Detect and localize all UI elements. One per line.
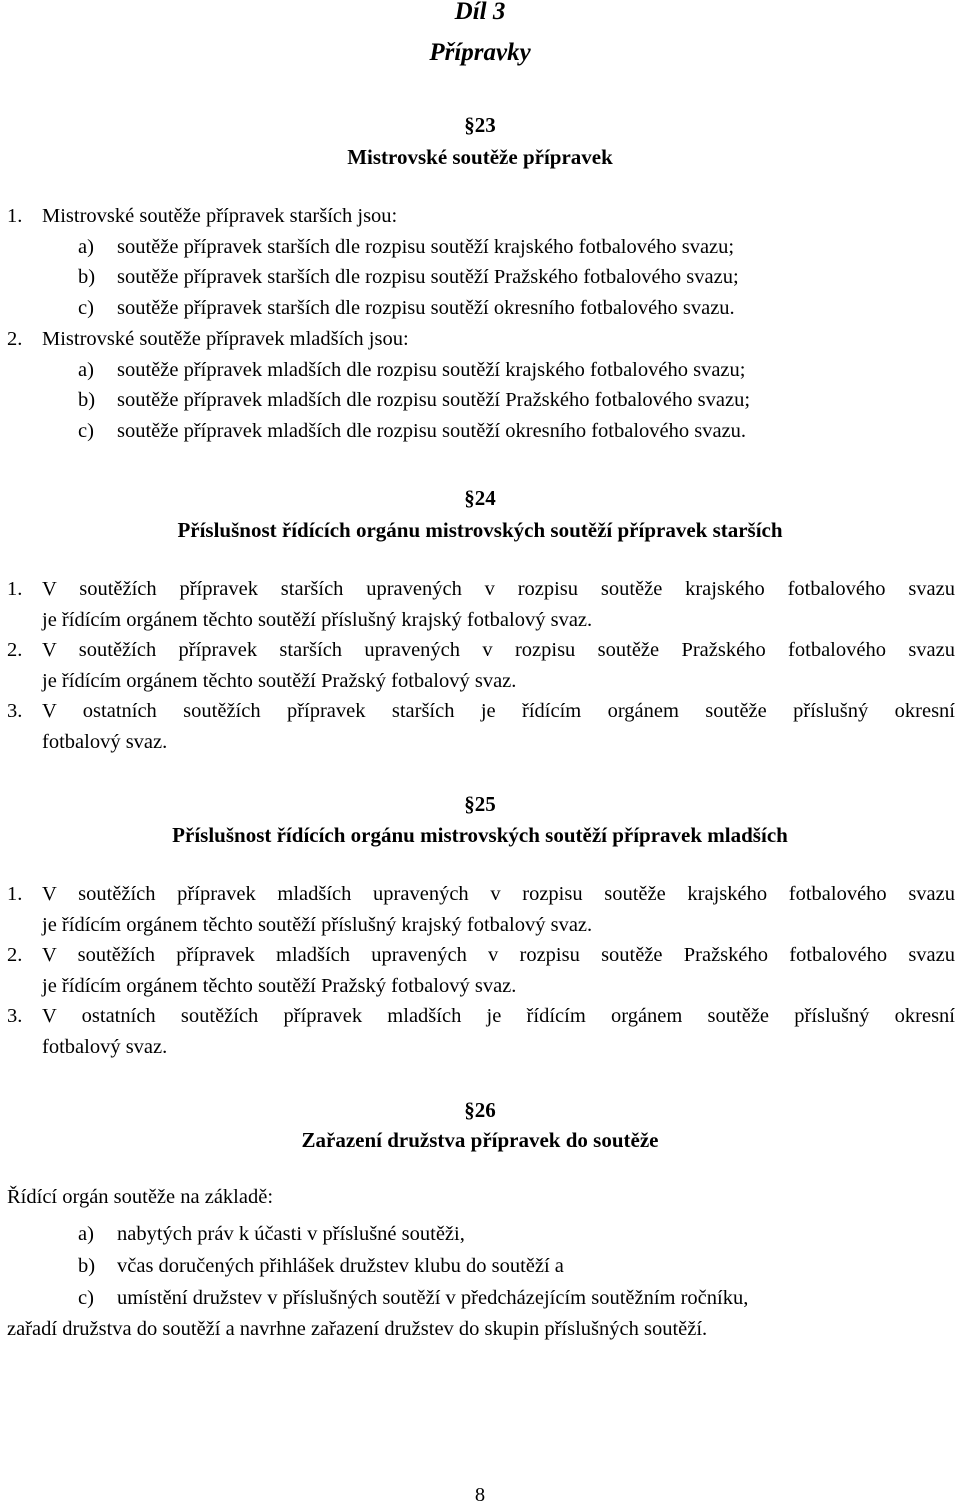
s25-item-1-number: 1. — [7, 883, 23, 905]
s24-item-2-line-2: je řídícím orgánem těchto soutěží Pražský fotbalový svaz. — [42, 670, 517, 692]
s24-item-3-line-1: V ostatních soutěžích přípravek starších je řídícím orgánem soutěže příslušný okresní — [42, 700, 955, 722]
s26-item-a-text: nabytých práv k účasti v příslušné soutěži, — [117, 1223, 465, 1245]
section-sign: § — [464, 792, 475, 816]
s24-item-1-line-1: V soutěžích přípravek starších upravených v rozpisu soutěže krajského fotbalového svazu — [42, 578, 955, 600]
section-sign: § — [464, 1098, 475, 1122]
s25-item-1-line-2: je řídícím orgánem těchto soutěží příslušný krajský fotbalový svaz. — [42, 914, 593, 936]
s25-item-2-line-1: V soutěžích přípravek mladších upravených v rozpisu soutěže Pražského fotbalového svazu — [42, 944, 955, 966]
s26-item-b-label: b) — [78, 1255, 96, 1277]
s23-item-1-text: Mistrovské soutěže přípravek starších jsou: — [42, 205, 398, 227]
s24-item-3-line-2: fotbalový svaz. — [42, 731, 168, 753]
s23-item-1b-label: b) — [78, 266, 96, 288]
section-sign: § — [464, 113, 475, 137]
s23-item-1b-text: soutěže přípravek starších dle rozpisu soutěží Pražského fotbalového svazu; — [117, 266, 739, 288]
s25-item-1-line-1: V soutěžích přípravek mladších upravených v rozpisu soutěže krajského fotbalového svazu — [42, 883, 955, 905]
section-24-number: §24 — [464, 486, 496, 510]
s26-item-a-label: a) — [78, 1223, 94, 1245]
s26-item-b-text: včas doručených přihlášek družstev klubu do soutěží a — [117, 1255, 564, 1277]
part-title: Přípravky — [429, 39, 531, 66]
s23-item-2-number: 2. — [7, 328, 23, 350]
s23-item-1a-label: a) — [78, 236, 94, 258]
s25-item-3-line-1: V ostatních soutěžích přípravek mladších je řídícím orgánem soutěže příslušný okresní — [42, 1005, 955, 1027]
s23-item-1c-text: soutěže přípravek starších dle rozpisu soutěží okresního fotbalového svazu. — [117, 297, 735, 319]
part-label: Díl 3 — [454, 0, 506, 25]
s23-item-1a-text: soutěže přípravek starších dle rozpisu soutěží krajského fotbalového svazu; — [117, 236, 735, 258]
s23-item-2a-text: soutěže přípravek mladších dle rozpisu soutěží krajského fotbalového svazu; — [117, 359, 746, 381]
s23-item-2c-text: soutěže přípravek mladších dle rozpisu soutěží okresního fotbalového svazu. — [117, 420, 747, 442]
section-23-title: Mistrovské soutěže přípravek — [347, 145, 613, 169]
s25-item-3-number: 3. — [7, 1005, 23, 1027]
s26-outro: zařadí družstva do soutěží a navrhne zařazení družstev do skupin příslušných soutěží. — [7, 1318, 708, 1340]
s25-item-2-line-2: je řídícím orgánem těchto soutěží Pražský fotbalový svaz. — [42, 975, 517, 997]
s24-item-2-number: 2. — [7, 639, 23, 661]
s26-item-c-text: umístění družstev v příslušných soutěží v předcházejícím soutěžním ročníku, — [117, 1287, 749, 1309]
section-24-title: Příslušnost řídících orgánu mistrovských soutěží přípravek starších — [177, 518, 783, 542]
section-25-title: Příslušnost řídících orgánu mistrovských soutěží přípravek mladších — [172, 823, 788, 847]
s26-item-c-label: c) — [78, 1287, 94, 1309]
s23-item-2a-label: a) — [78, 359, 94, 381]
s24-item-2-line-1: V soutěžích přípravek starších upravených v rozpisu soutěže Pražského fotbalového svazu — [42, 639, 955, 661]
section-sign: § — [464, 486, 475, 510]
s25-item-3-line-2: fotbalový svaz. — [42, 1036, 168, 1058]
s23-item-2b-text: soutěže přípravek mladších dle rozpisu soutěží Pražského fotbalového svazu; — [117, 389, 751, 411]
s23-item-2c-label: c) — [78, 420, 94, 442]
section-25-number: §25 — [464, 792, 496, 816]
s23-item-1-number: 1. — [7, 205, 23, 227]
s24-item-1-line-2: je řídícím orgánem těchto soutěží příslušný krajský fotbalový svaz. — [42, 609, 593, 631]
s26-intro: Řídící orgán soutěže na základě: — [7, 1186, 274, 1208]
s23-item-1c-label: c) — [78, 297, 94, 319]
s24-item-1-number: 1. — [7, 578, 23, 600]
section-23-number: §23 — [464, 113, 496, 137]
section-26-number: §26 — [464, 1098, 496, 1122]
s24-item-3-number: 3. — [7, 700, 23, 722]
page-number: 8 — [474, 1484, 486, 1506]
s25-item-2-number: 2. — [7, 944, 23, 966]
s23-item-2b-label: b) — [78, 389, 96, 411]
s23-item-2-text: Mistrovské soutěže přípravek mladších jsou: — [42, 328, 409, 350]
section-26-title: Zařazení družstva přípravek do soutěže — [301, 1128, 659, 1152]
